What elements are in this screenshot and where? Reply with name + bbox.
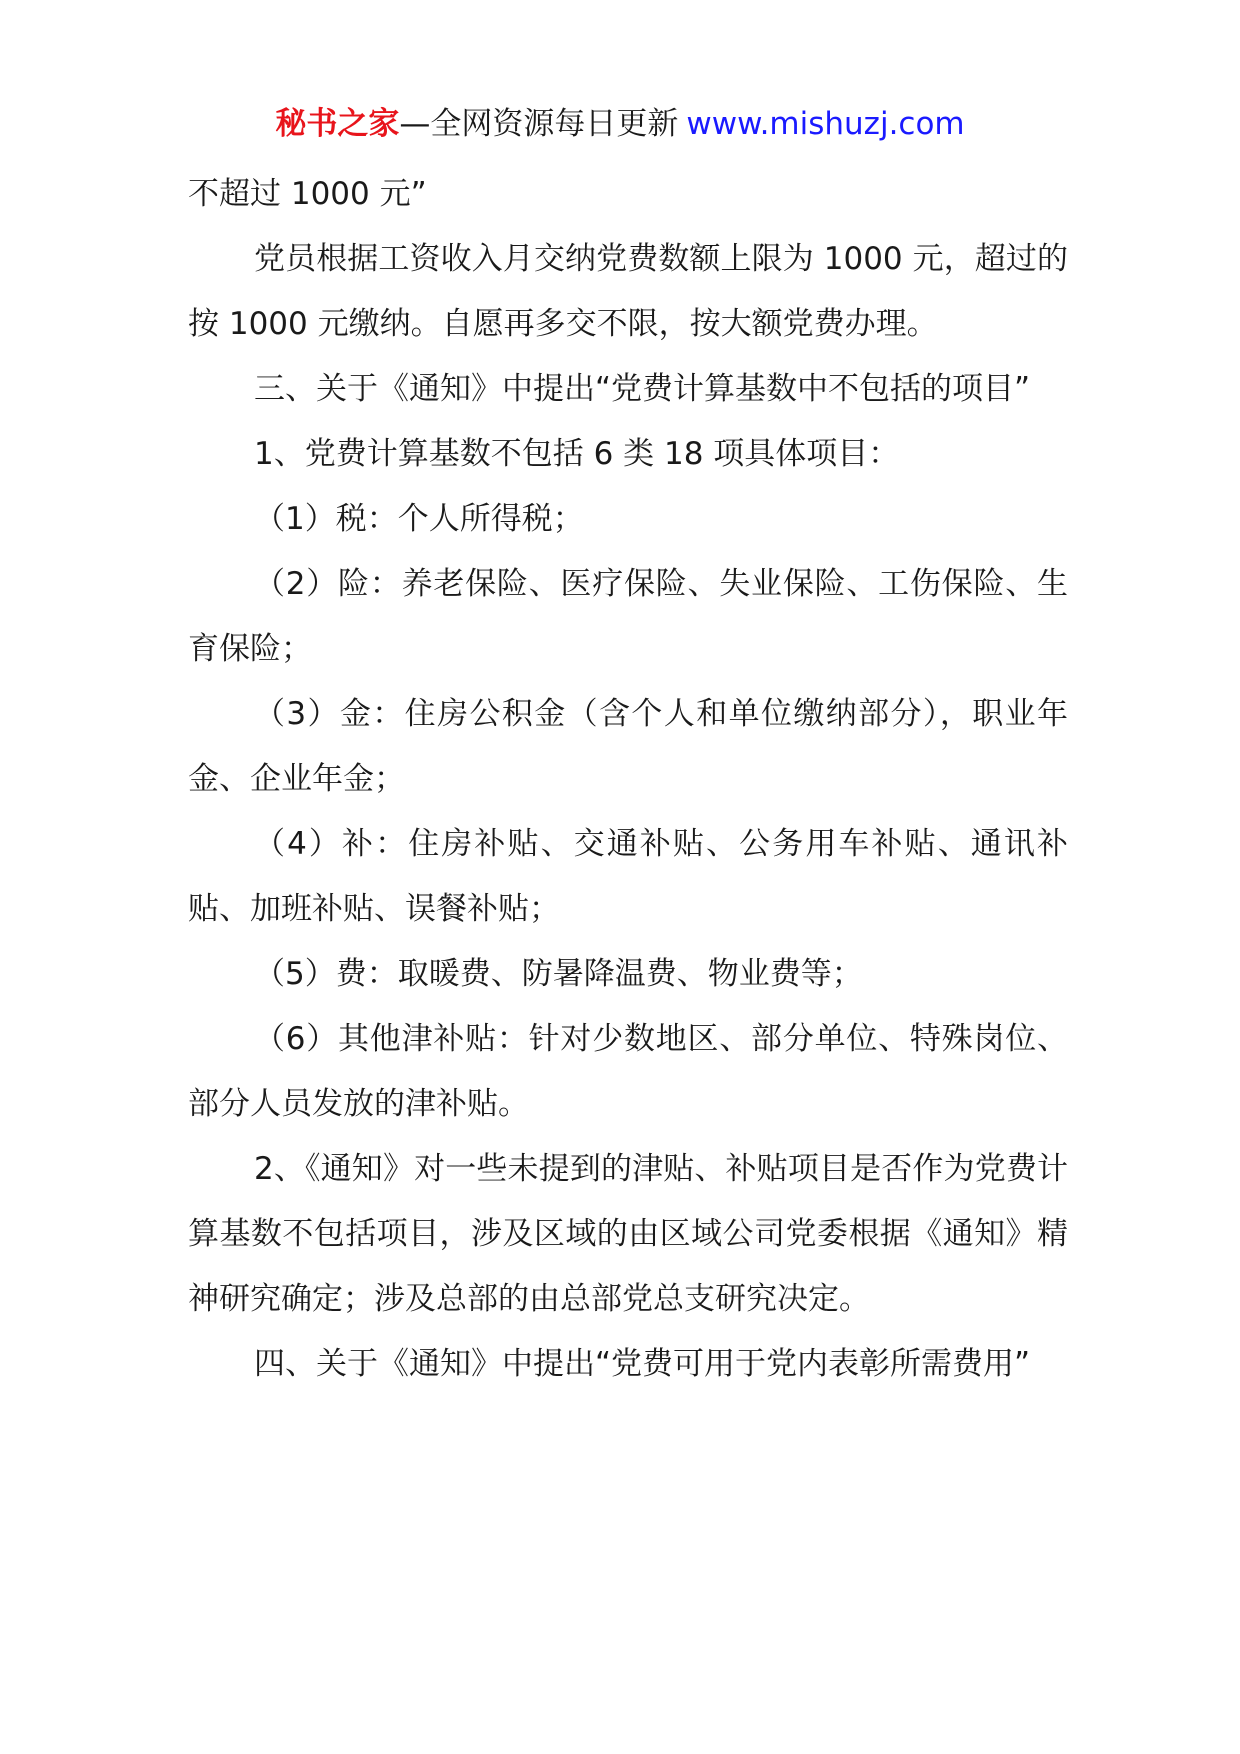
list-item-1: （1）税：个人所得税； xyxy=(254,501,584,537)
section-heading-3: 三、关于《通知》中提出“党费计算基数中不包括的项目” xyxy=(254,371,1031,407)
list-item-4: （4）补：住房补贴、交通补贴、公务用车补贴、通讯补贴、加班补贴、误餐补贴； xyxy=(188,826,1068,927)
paragraph-10: 2、《通知》对一些未提到的津贴、补贴项目是否作为党费计算基数不包括项目，涉及区域的由区域公司党委根据《通知》精神研究确定；涉及总部的由总部党总支研究决定。 xyxy=(188,1151,1068,1317)
list-item-2: （2）险：养老保险、医疗保险、失业保险、工伤保险、生育保险； xyxy=(188,566,1068,667)
site-link[interactable]: www.mishuzj.com xyxy=(686,106,965,142)
list-item-5: （5）费：取暖费、防暑降温费、物业费等； xyxy=(254,956,863,992)
paragraph-0: 不超过 1000 元” xyxy=(188,176,427,212)
paragraph-3: 1、党费计算基数不包括 6 类 18 项具体项目： xyxy=(254,436,900,472)
header-slogan: —全网资源每日更新 xyxy=(399,106,679,142)
section-heading-4: 四、关于《通知》中提出“党费可用于党内表彰所需费用” xyxy=(254,1346,1031,1382)
brand-name: 秘书之家 xyxy=(275,106,400,142)
document-body xyxy=(188,162,1068,1397)
list-item-6: （6）其他津补贴：针对少数地区、部分单位、特殊岗位、部分人员发放的津补贴。 xyxy=(188,1021,1068,1122)
list-item-3: （3）金：住房公积金（含个人和单位缴纳部分），职业年金、企业年金； xyxy=(188,696,1068,797)
paragraph-1: 党员根据工资收入月交纳党费数额上限为 1000 元，超过的按 1000 元缴纳。自愿再多交不限，按大额党费办理。 xyxy=(188,241,1068,342)
page-header xyxy=(0,100,1240,148)
